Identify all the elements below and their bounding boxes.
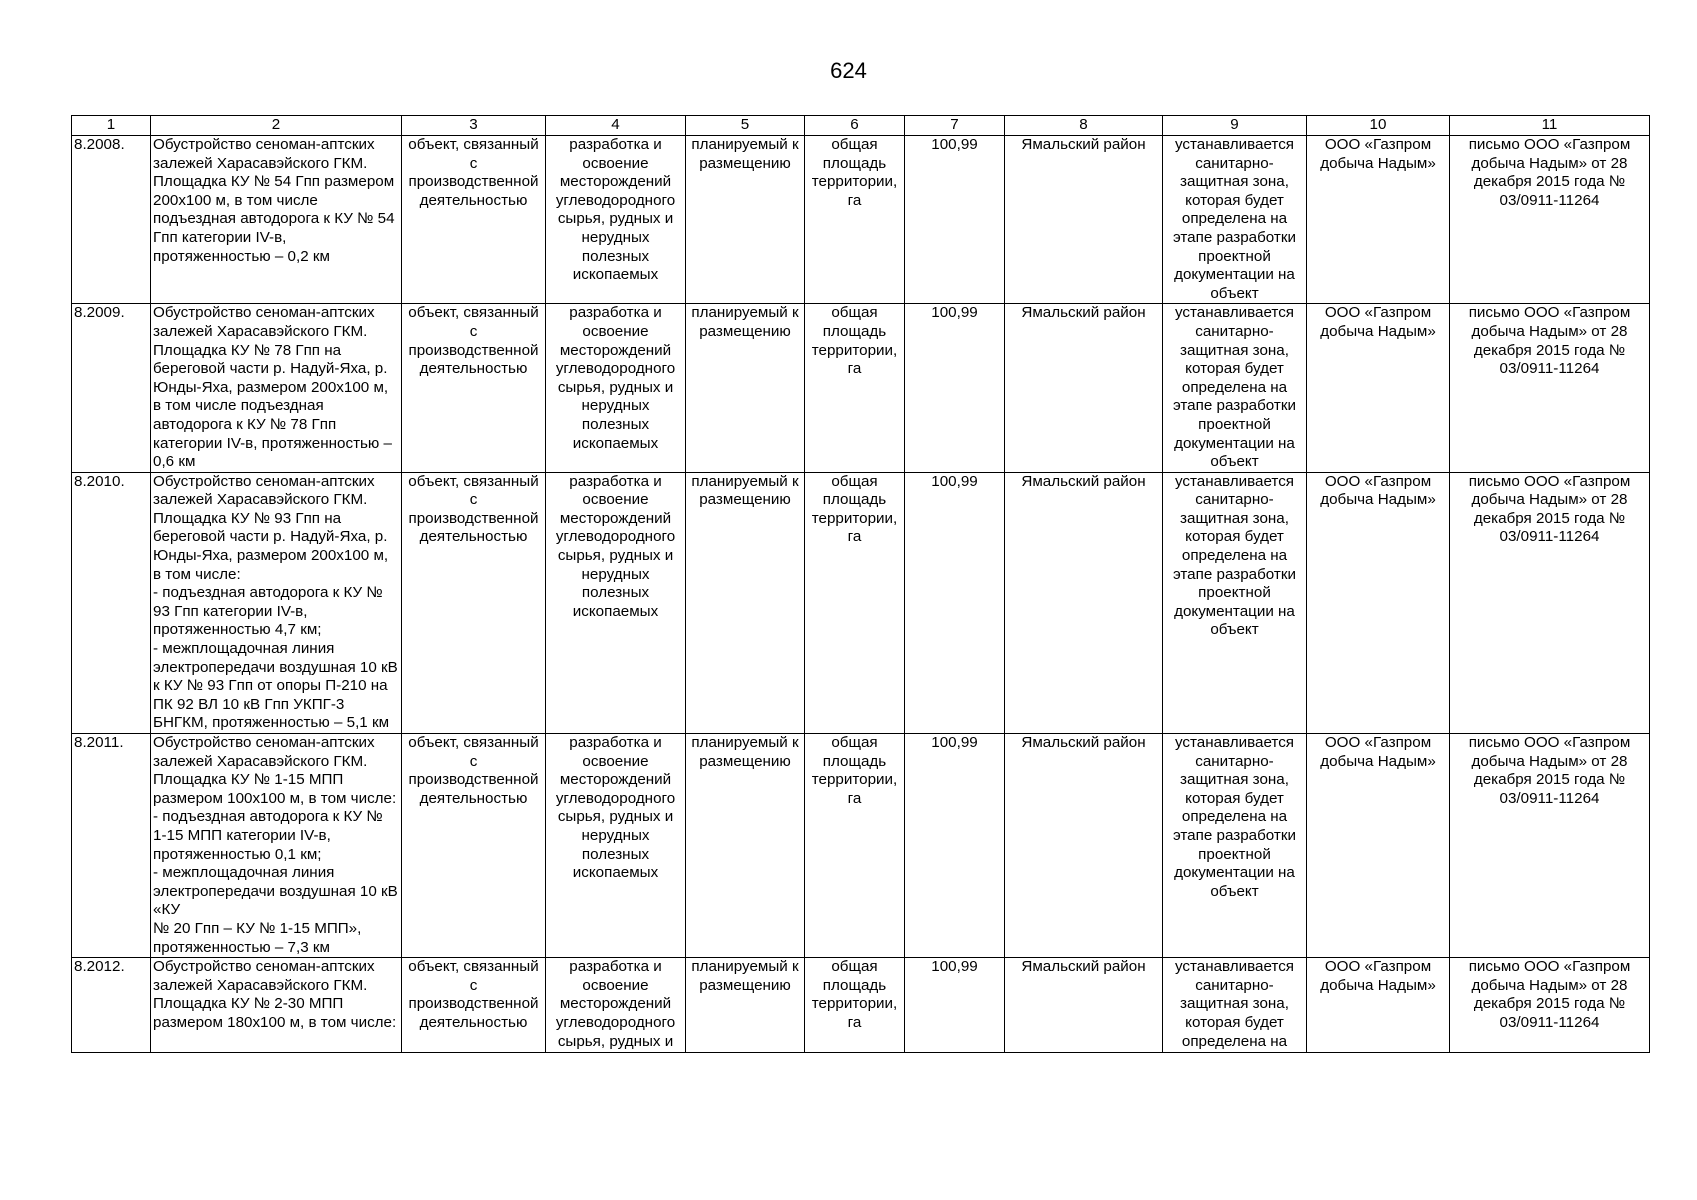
- table-row: [72, 304, 1650, 472]
- registry-table: [71, 115, 1650, 1053]
- object-type-cell: объект, связанный с производственной деятельностью: [402, 304, 546, 472]
- purpose-cell: разработка и освоение месторождений углеводородного сырья, рудных и: [546, 958, 686, 1053]
- table-row: [72, 734, 1650, 958]
- object-name-cell: Обустройство сеноман-аптских залежей Харасавэйского ГКМ. Площадка КУ № 93 Гпп на береговой части р. Надуй-Яха, р. Юнды-Яха, размером 200х100 м, в том числе: - подъездная автодорога к КУ № 93 Гпп категории IV-в, протяженностью 4,7 км; - межплощадочная линия электропередачи воздушная 10 кВ к КУ № 93 Гпп от опоры П-210 на ПК 92 ВЛ 10 кВ Гпп УКПГ-3 БНГКМ, протяженностью – 5,1 км: [151, 472, 402, 733]
- source-cell: письмо ООО «Газпром добыча Надым» от 28 декабря 2015 года № 03/0911-11264: [1450, 136, 1650, 304]
- source-cell: письмо ООО «Газпром добыча Надым» от 28 декабря 2015 года № 03/0911-11264: [1450, 304, 1650, 472]
- zone-cell: устанавливается санитарно-защитная зона, которая будет определена на этапе разработки проектной документации на объект: [1163, 472, 1307, 733]
- area-value-cell: 100,99: [905, 304, 1005, 472]
- source-cell: письмо ООО «Газпром добыча Надым» от 28 декабря 2015 года № 03/0911-11264: [1450, 472, 1650, 733]
- column-number: 10: [1307, 116, 1450, 136]
- object-name-cell: Обустройство сеноман-аптских залежей Харасавэйского ГКМ. Площадка КУ № 78 Гпп на береговой части р. Надуй-Яха, р. Юнды-Яха, размером 200х100 м, в том числе подъездная автодорога к КУ № 78 Гпп категории IV-в, протяженностью – 0,6 км: [151, 304, 402, 472]
- object-name-cell: Обустройство сеноман-аптских залежей Харасавэйского ГКМ. Площадка КУ № 54 Гпп размером 200х100 м, в том числе подъездная автодорога к КУ № 54 Гпп категории IV-в, протяженностью – 0,2 км: [151, 136, 402, 304]
- column-number: 4: [546, 116, 686, 136]
- column-number: 11: [1450, 116, 1650, 136]
- zone-cell: устанавливается санитарно-защитная зона, которая будет определена на этапе разработки проектной документации на объект: [1163, 136, 1307, 304]
- location-cell: Ямальский район: [1005, 304, 1163, 472]
- object-name-cell: Обустройство сеноман-аптских залежей Харасавэйского ГКМ. Площадка КУ № 1-15 МПП размером 100х100 м, в том числе: - подъездная автодорога к КУ № 1-15 МПП категории IV-в, протяженностью 0,1 км; - межплощадочная линия электропередачи воздушная 10 кВ «КУ № 20 Гпп – КУ № 1-15 МПП», протяженностью – 7,3 км: [151, 734, 402, 958]
- row-number-cell: 8.2008.: [72, 136, 151, 304]
- object-type-cell: объект, связанный с производственной деятельностью: [402, 472, 546, 733]
- location-cell: Ямальский район: [1005, 472, 1163, 733]
- status-cell: планируемый к размещению: [686, 472, 805, 733]
- column-number: 8: [1005, 116, 1163, 136]
- location-cell: Ямальский район: [1005, 136, 1163, 304]
- row-number-cell: 8.2011.: [72, 734, 151, 958]
- area-value-cell: 100,99: [905, 958, 1005, 1053]
- owner-cell: ООО «Газпром добыча Надым»: [1307, 304, 1450, 472]
- status-cell: планируемый к размещению: [686, 136, 805, 304]
- area-value-cell: 100,99: [905, 734, 1005, 958]
- row-number-cell: 8.2012.: [72, 958, 151, 1053]
- row-number-cell: 8.2010.: [72, 472, 151, 733]
- zone-cell: устанавливается санитарно-защитная зона, которая будет определена на этапе разработки проектной документации на объект: [1163, 304, 1307, 472]
- purpose-cell: разработка и освоение месторождений углеводородного сырья, рудных и нерудных полезных ископаемых: [546, 304, 686, 472]
- owner-cell: ООО «Газпром добыча Надым»: [1307, 734, 1450, 958]
- object-type-cell: объект, связанный с производственной деятельностью: [402, 136, 546, 304]
- status-cell: планируемый к размещению: [686, 734, 805, 958]
- column-number: 2: [151, 116, 402, 136]
- area-label-cell: общая площадь территории, га: [805, 958, 905, 1053]
- table-row: [72, 958, 1650, 1053]
- row-number-cell: 8.2009.: [72, 304, 151, 472]
- area-value-cell: 100,99: [905, 472, 1005, 733]
- table-row: [72, 472, 1650, 733]
- owner-cell: ООО «Газпром добыча Надым»: [1307, 136, 1450, 304]
- location-cell: Ямальский район: [1005, 958, 1163, 1053]
- area-label-cell: общая площадь территории, га: [805, 304, 905, 472]
- area-label-cell: общая площадь территории, га: [805, 136, 905, 304]
- source-cell: письмо ООО «Газпром добыча Надым» от 28 декабря 2015 года № 03/0911-11264: [1450, 958, 1650, 1053]
- area-label-cell: общая площадь территории, га: [805, 472, 905, 733]
- purpose-cell: разработка и освоение месторождений углеводородного сырья, рудных и нерудных полезных ископаемых: [546, 472, 686, 733]
- purpose-cell: разработка и освоение месторождений углеводородного сырья, рудных и нерудных полезных ископаемых: [546, 734, 686, 958]
- page-number: 624: [830, 58, 867, 83]
- column-number: 3: [402, 116, 546, 136]
- location-cell: Ямальский район: [1005, 734, 1163, 958]
- object-type-cell: объект, связанный с производственной деятельностью: [402, 958, 546, 1053]
- object-type-cell: объект, связанный с производственной деятельностью: [402, 734, 546, 958]
- purpose-cell: разработка и освоение месторождений углеводородного сырья, рудных и нерудных полезных ископаемых: [546, 136, 686, 304]
- column-number: 5: [686, 116, 805, 136]
- column-number-row: [72, 116, 1650, 136]
- area-value-cell: 100,99: [905, 136, 1005, 304]
- table-row: [72, 136, 1650, 304]
- object-name-cell: Обустройство сеноман-аптских залежей Харасавэйского ГКМ. Площадка КУ № 2-30 МПП размером 180х100 м, в том числе:: [151, 958, 402, 1053]
- status-cell: планируемый к размещению: [686, 304, 805, 472]
- zone-cell: устанавливается санитарно-защитная зона, которая будет определена на этапе разработки проектной документации на объект: [1163, 734, 1307, 958]
- zone-cell: устанавливается санитарно-защитная зона, которая будет определена на: [1163, 958, 1307, 1053]
- column-number: 7: [905, 116, 1005, 136]
- status-cell: планируемый к размещению: [686, 958, 805, 1053]
- column-number: 9: [1163, 116, 1307, 136]
- owner-cell: ООО «Газпром добыча Надым»: [1307, 472, 1450, 733]
- source-cell: письмо ООО «Газпром добыча Надым» от 28 декабря 2015 года № 03/0911-11264: [1450, 734, 1650, 958]
- owner-cell: ООО «Газпром добыча Надым»: [1307, 958, 1450, 1053]
- area-label-cell: общая площадь территории, га: [805, 734, 905, 958]
- column-number: 6: [805, 116, 905, 136]
- column-number: 1: [72, 116, 151, 136]
